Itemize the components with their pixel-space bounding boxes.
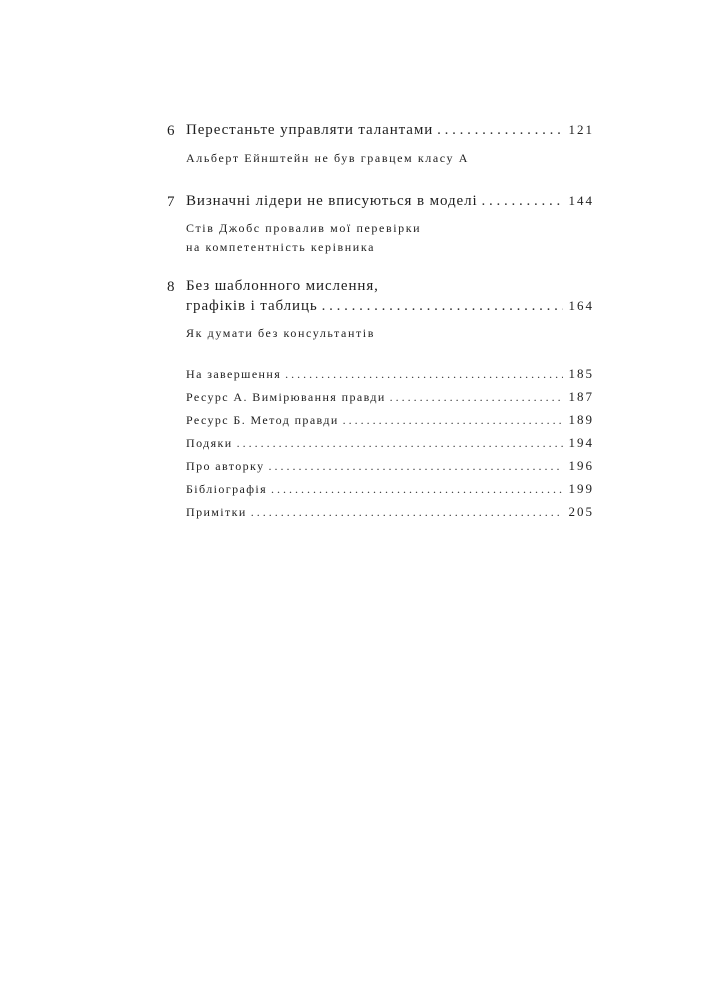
chapter-number: 6 <box>167 123 175 139</box>
dot-leader <box>285 367 562 382</box>
back-item-label: Ресурс А. Вимірювання правди <box>186 390 386 404</box>
chapter-subtitle-line: Як думати без консультантів <box>186 326 376 340</box>
back-item-label: На завершення <box>186 367 282 381</box>
chapter-title: Перестаньте управляти талантами <box>186 122 434 138</box>
back-item-label: Примітки <box>186 505 247 519</box>
chapter-title-line <box>186 278 594 295</box>
back-item-label: Подяки <box>186 436 233 450</box>
chapter-number: 7 <box>167 194 175 210</box>
back-item-label: Про авторку <box>186 459 265 473</box>
page-number: 196 <box>568 458 594 473</box>
toc-back-item <box>186 389 594 405</box>
toc-chapter-7 <box>167 193 594 253</box>
dot-leader <box>437 122 562 139</box>
page-number: 144 <box>568 193 594 208</box>
page-number: 121 <box>568 122 594 137</box>
chapter-title: графіків і таблиць <box>186 298 318 314</box>
page-number: 205 <box>568 504 594 519</box>
toc-chapter-8 <box>167 278 594 343</box>
chapter-title-line <box>186 193 594 210</box>
page-number: 189 <box>568 412 594 427</box>
toc-back-item <box>186 366 594 382</box>
dot-leader <box>322 298 563 315</box>
toc-chapter-6 <box>167 122 594 172</box>
dot-leader <box>390 390 563 405</box>
dot-leader <box>237 436 563 451</box>
dot-leader <box>251 505 563 520</box>
chapter-subtitle <box>186 149 469 168</box>
chapter-subtitle-line: Стів Джобс провалив мої перевірки <box>186 221 422 235</box>
toc-back-item <box>186 504 594 520</box>
chapter-title-line <box>186 298 594 315</box>
chapter-title: Визначні лідери не вписуються в моделі <box>186 193 478 209</box>
dot-leader <box>271 482 562 497</box>
page-number: 199 <box>568 481 594 496</box>
chapter-subtitle <box>186 219 421 257</box>
chapter-number: 8 <box>167 279 175 295</box>
chapter-title-line <box>186 122 594 139</box>
page-number: 187 <box>568 389 594 404</box>
back-item-label: Ресурс Б. Метод правди <box>186 413 339 427</box>
dot-leader <box>269 459 563 474</box>
chapter-subtitle-line: на компетентність керівника <box>186 240 375 254</box>
toc-back-item <box>186 458 594 474</box>
toc-back-item <box>186 435 594 451</box>
dot-leader <box>482 193 563 210</box>
toc-back-item <box>186 412 594 428</box>
dot-leader <box>343 413 563 428</box>
toc-back-item <box>186 481 594 497</box>
page-number: 164 <box>568 298 594 313</box>
page-number: 185 <box>568 366 594 381</box>
chapter-subtitle <box>186 324 375 343</box>
page-number: 194 <box>568 435 594 450</box>
chapter-title: Без шаблонного мислення, <box>186 278 379 294</box>
chapter-subtitle-line: Альберт Ейнштейн не був гравцем класу А <box>186 151 470 165</box>
back-item-label: Бібліографія <box>186 482 268 496</box>
